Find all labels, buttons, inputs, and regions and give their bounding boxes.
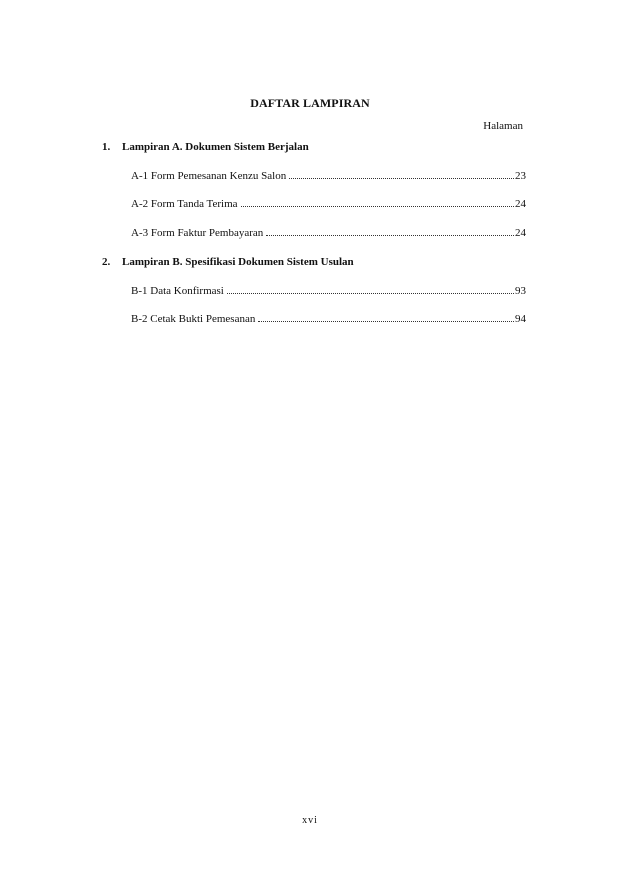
dot-leader: [227, 292, 514, 294]
toc-entry-page: 24: [515, 198, 526, 210]
toc-entry-label: B-2 Cetak Bukti Pemesanan: [131, 313, 256, 325]
toc-entry-page: 24: [515, 227, 526, 239]
toc-entry[interactable]: [131, 285, 526, 297]
toc-entry-page: 23: [515, 170, 526, 182]
section-heading-1: [102, 141, 309, 153]
section-title: Lampiran B. Spesifikasi Dokumen Sistem Usulan: [122, 256, 354, 268]
dot-leader: [289, 177, 514, 179]
toc-entry-label: A-3 Form Faktur Pembayaran: [131, 227, 264, 239]
toc-entry-label: A-2 Form Tanda Terima: [131, 198, 238, 210]
toc-entry-label: A-1 Form Pemesanan Kenzu Salon: [131, 170, 287, 182]
section-heading-2: [102, 256, 354, 268]
toc-entry[interactable]: [131, 313, 526, 325]
dot-leader: [258, 320, 514, 322]
footer-page-number: xvi: [302, 815, 318, 826]
dot-leader: [241, 205, 514, 207]
toc-entry[interactable]: [131, 198, 526, 210]
page-column-header: Halaman: [483, 120, 523, 132]
section-title: Lampiran A. Dokumen Sistem Berjalan: [122, 141, 309, 153]
section-number: 1.: [102, 141, 111, 153]
dot-leader: [266, 234, 514, 236]
toc-entry-page: 94: [515, 313, 526, 325]
toc-entry[interactable]: [131, 170, 526, 182]
toc-entry-page: 93: [515, 285, 526, 297]
page-title: DAFTAR LAMPIRAN: [250, 96, 370, 110]
section-number: 2.: [102, 256, 111, 268]
toc-entry-label: B-1 Data Konfirmasi: [131, 285, 224, 297]
toc-entry[interactable]: [131, 227, 526, 239]
